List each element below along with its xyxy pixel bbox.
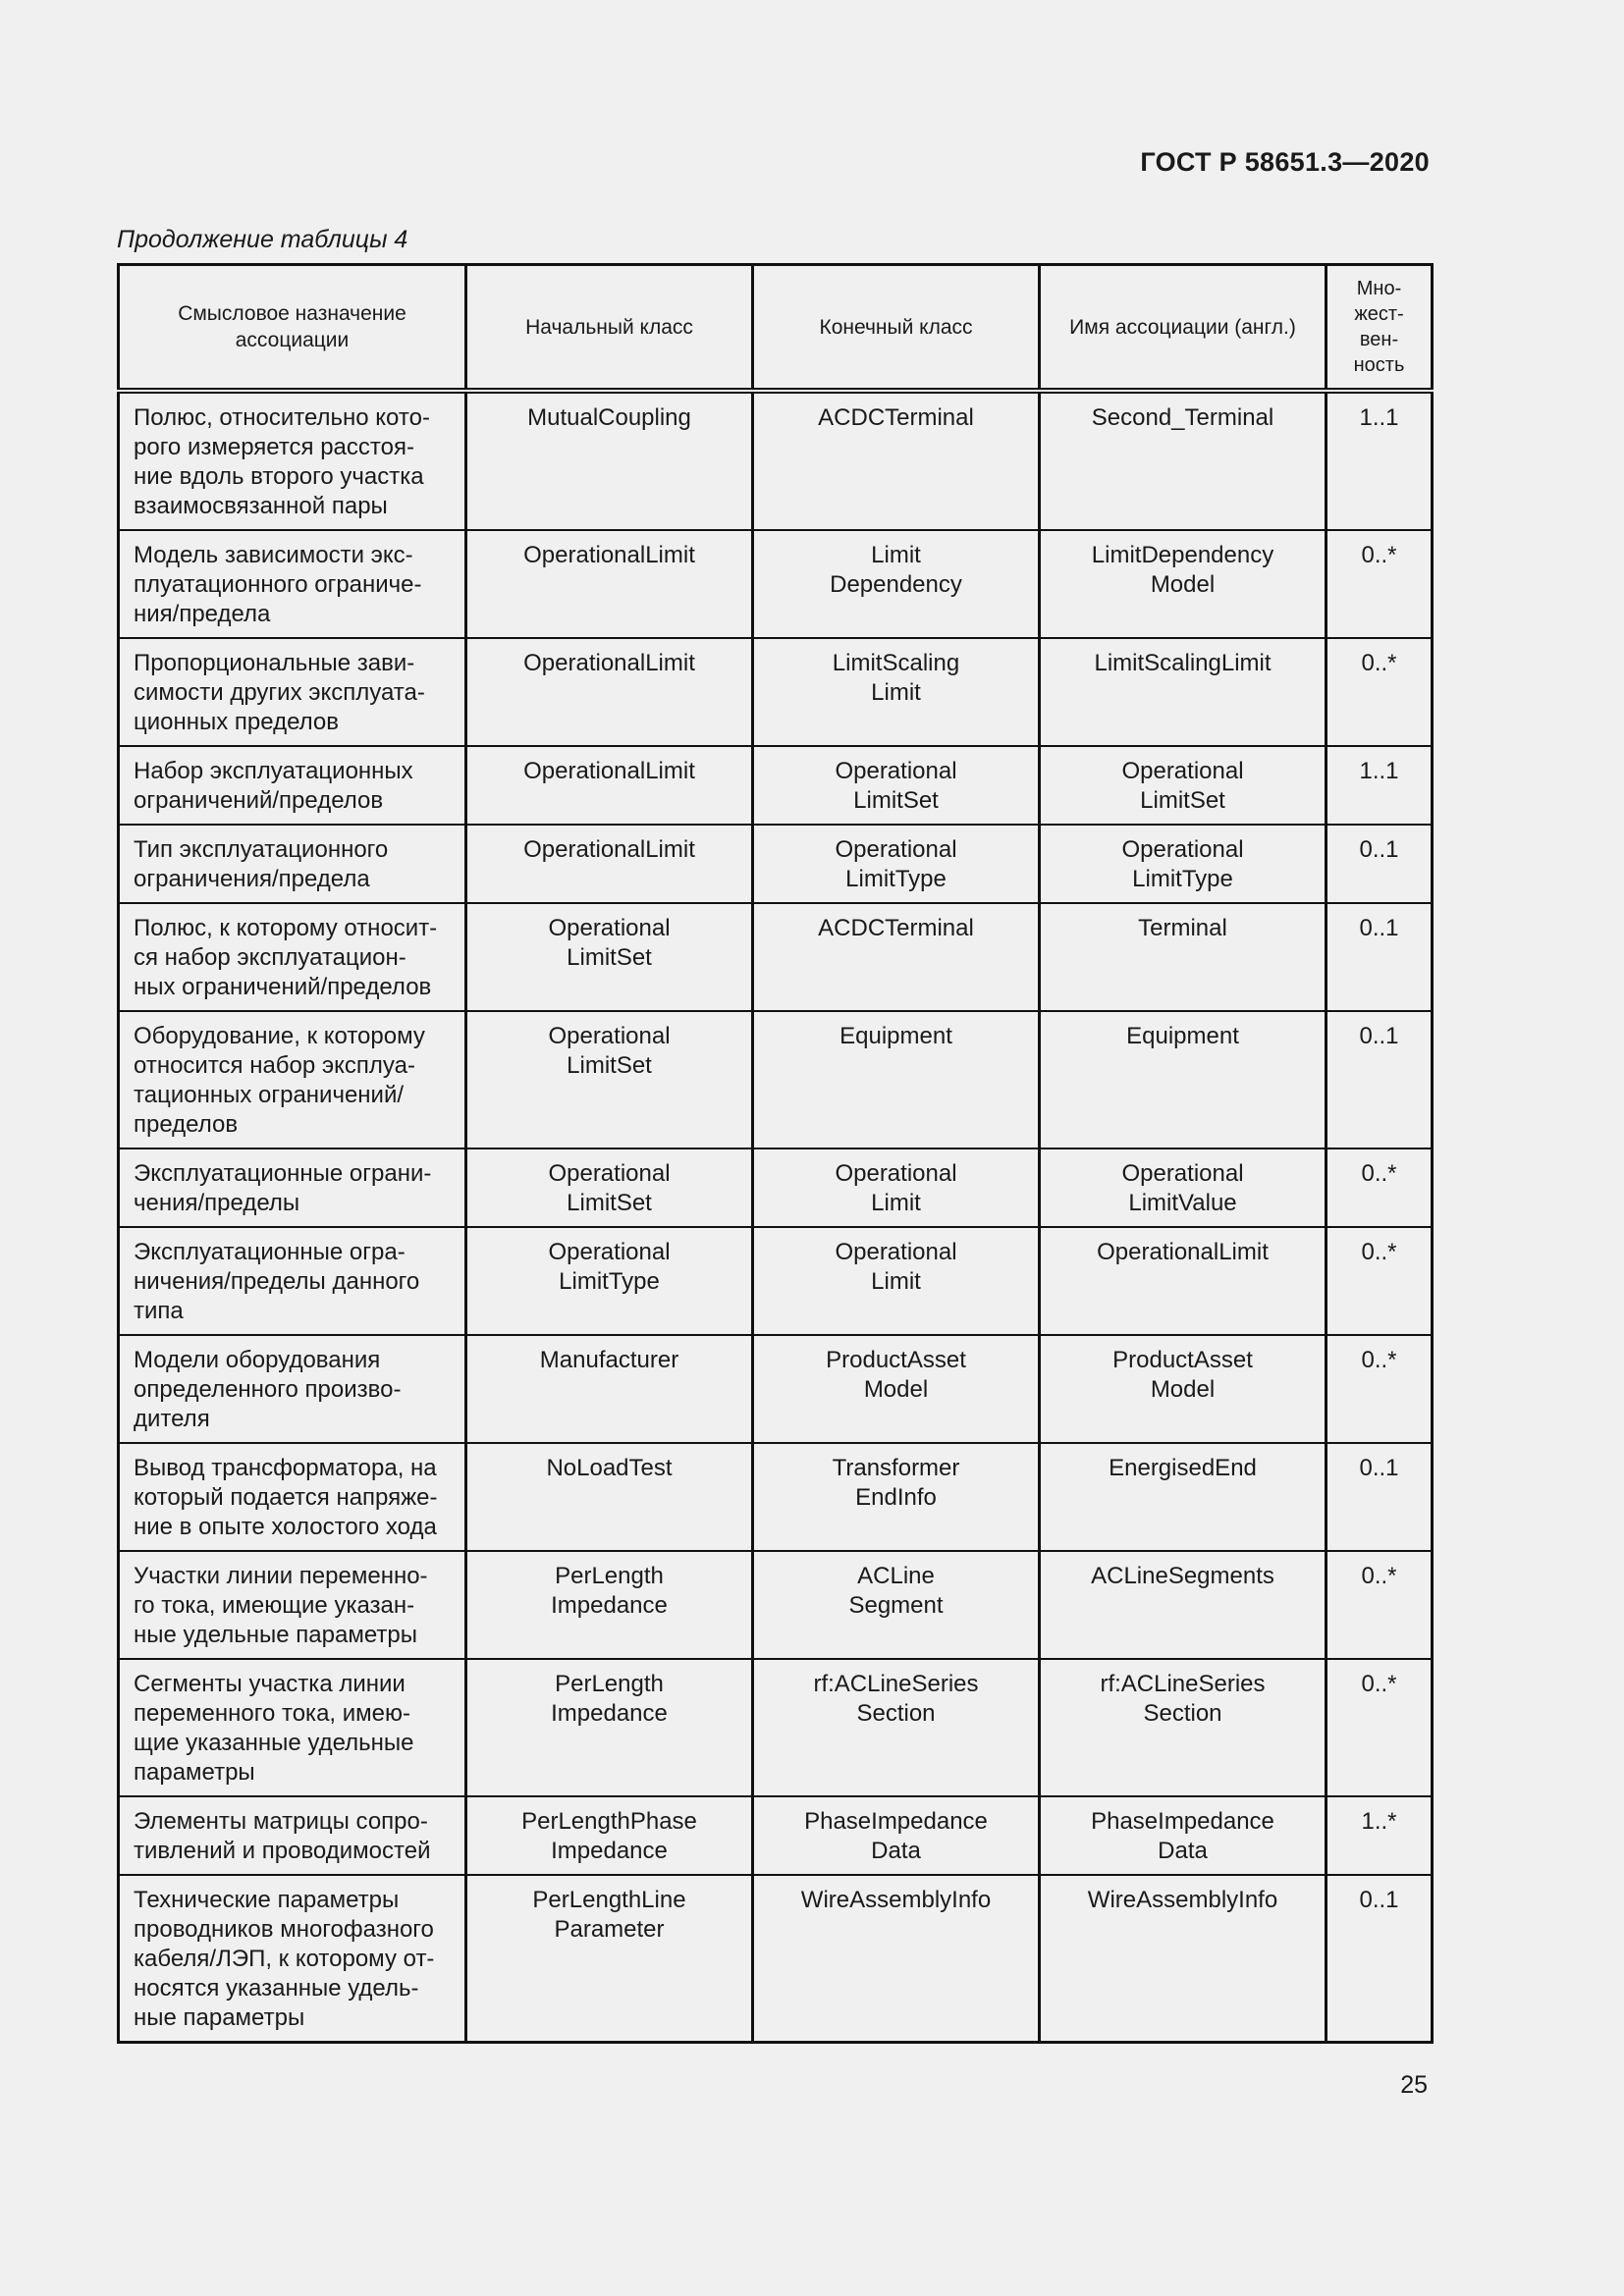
cell-multiplicity: 0..* <box>1326 1659 1433 1796</box>
cell-association-name: ProductAsset Model <box>1040 1335 1326 1443</box>
table-row <box>119 1335 1433 1443</box>
cell-multiplicity: 0..1 <box>1326 903 1433 1011</box>
cell-purpose: Тип эксплуатационного ограничения/предела <box>119 825 466 903</box>
table-row <box>119 1227 1433 1335</box>
cell-multiplicity: 0..1 <box>1326 825 1433 903</box>
cell-purpose: Оборудование, к которому относится набор эксплуа- тационных ограничений/ пределов <box>119 1011 466 1148</box>
cell-purpose: Эксплуатационные огра- ничения/пределы данного типа <box>119 1227 466 1335</box>
cell-purpose: Полюс, к которому относит- ся набор эксплуатацион- ных ограничений/пределов <box>119 903 466 1011</box>
header-association-name: Имя ассоциации (англ.) <box>1040 265 1326 392</box>
cell-association-name: LimitScalingLimit <box>1040 638 1326 746</box>
table-row <box>119 1875 1433 2043</box>
cell-start-class: OperationalLimit <box>466 530 753 638</box>
cell-purpose: Полюс, относительно кото- рого измеряется расстоя- ние вдоль второго участка взаимосвязанной пары <box>119 391 466 530</box>
page-number: 25 <box>1400 2071 1428 2099</box>
cell-start-class: OperationalLimit <box>466 825 753 903</box>
cell-start-class: Operational LimitType <box>466 1227 753 1335</box>
document-standard-header: ГОСТ Р 58651.3—2020 <box>1140 147 1430 177</box>
table-row <box>119 1551 1433 1659</box>
table-row <box>119 391 1433 530</box>
cell-multiplicity: 1..1 <box>1326 391 1433 530</box>
cell-start-class: Manufacturer <box>466 1335 753 1443</box>
cell-end-class: PhaseImpedance Data <box>753 1796 1040 1875</box>
table-row <box>119 1011 1433 1148</box>
cell-multiplicity: 0..1 <box>1326 1011 1433 1148</box>
cell-multiplicity: 1..* <box>1326 1796 1433 1875</box>
cell-start-class: MutualCoupling <box>466 391 753 530</box>
table-row <box>119 1148 1433 1227</box>
table-row <box>119 1796 1433 1875</box>
cell-multiplicity: 0..* <box>1326 1335 1433 1443</box>
cell-start-class: Operational LimitSet <box>466 903 753 1011</box>
header-end-class: Конечный класс <box>753 265 1040 392</box>
cell-multiplicity: 0..1 <box>1326 1443 1433 1551</box>
table-caption: Продолжение таблицы 4 <box>117 226 408 253</box>
cell-association-name: OperationalLimit <box>1040 1227 1326 1335</box>
cell-start-class: PerLength Impedance <box>466 1659 753 1796</box>
cell-association-name: Operational LimitType <box>1040 825 1326 903</box>
cell-association-name: Operational LimitSet <box>1040 746 1326 825</box>
cell-association-name: Second_Terminal <box>1040 391 1326 530</box>
table-body <box>119 391 1433 2043</box>
cell-purpose: Модели оборудования определенного произво- дителя <box>119 1335 466 1443</box>
header-start-class: Начальный класс <box>466 265 753 392</box>
cell-multiplicity: 0..* <box>1326 1551 1433 1659</box>
cell-purpose: Набор эксплуатационных ограничений/пределов <box>119 746 466 825</box>
cell-association-name: ACLineSegments <box>1040 1551 1326 1659</box>
cell-multiplicity: 0..* <box>1326 1148 1433 1227</box>
cell-end-class: ACDCTerminal <box>753 903 1040 1011</box>
cell-end-class: Transformer EndInfo <box>753 1443 1040 1551</box>
cell-end-class: Operational Limit <box>753 1148 1040 1227</box>
cell-end-class: WireAssemblyInfo <box>753 1875 1040 2043</box>
header-purpose: Смысловое назначение ассоциации <box>119 265 466 392</box>
table-row <box>119 530 1433 638</box>
cell-purpose: Участки линии переменно- го тока, имеющие указан- ные удельные параметры <box>119 1551 466 1659</box>
cell-start-class: PerLengthPhase Impedance <box>466 1796 753 1875</box>
cell-purpose: Пропорциональные зави- симости других эксплуата- ционных пределов <box>119 638 466 746</box>
table-row <box>119 746 1433 825</box>
cell-end-class: LimitScaling Limit <box>753 638 1040 746</box>
cell-start-class: OperationalLimit <box>466 746 753 825</box>
cell-association-name: Terminal <box>1040 903 1326 1011</box>
cell-end-class: ProductAsset Model <box>753 1335 1040 1443</box>
cell-start-class: PerLength Impedance <box>466 1551 753 1659</box>
association-table <box>117 263 1434 2044</box>
cell-start-class: PerLengthLine Parameter <box>466 1875 753 2043</box>
cell-end-class: Operational LimitSet <box>753 746 1040 825</box>
table-row <box>119 1443 1433 1551</box>
cell-end-class: Equipment <box>753 1011 1040 1148</box>
cell-association-name: LimitDependency Model <box>1040 530 1326 638</box>
cell-end-class: Operational Limit <box>753 1227 1040 1335</box>
cell-purpose: Элементы матрицы сопро- тивлений и проводимостей <box>119 1796 466 1875</box>
cell-end-class: Limit Dependency <box>753 530 1040 638</box>
cell-purpose: Сегменты участка линии переменного тока, имею- щие указанные удельные параметры <box>119 1659 466 1796</box>
cell-purpose: Эксплуатационные ограни- чения/пределы <box>119 1148 466 1227</box>
cell-association-name: WireAssemblyInfo <box>1040 1875 1326 2043</box>
cell-multiplicity: 0..1 <box>1326 1875 1433 2043</box>
cell-start-class: Operational LimitSet <box>466 1011 753 1148</box>
cell-multiplicity: 0..* <box>1326 638 1433 746</box>
table-row <box>119 638 1433 746</box>
table-row <box>119 903 1433 1011</box>
cell-end-class: ACDCTerminal <box>753 391 1040 530</box>
header-multiplicity: Мно- жест- вен- ность <box>1326 265 1433 392</box>
cell-end-class: rf:ACLineSeries Section <box>753 1659 1040 1796</box>
cell-association-name: Equipment <box>1040 1011 1326 1148</box>
association-table-container <box>117 263 1431 2044</box>
cell-association-name: PhaseImpedance Data <box>1040 1796 1326 1875</box>
cell-purpose: Технические параметры проводников многофазного кабеля/ЛЭП, к которому от- носятся указанные удель- ные параметры <box>119 1875 466 2043</box>
table-header-row <box>119 265 1433 392</box>
cell-purpose: Вывод трансформатора, на который подается напряже- ние в опыте холостого хода <box>119 1443 466 1551</box>
cell-start-class: Operational LimitSet <box>466 1148 753 1227</box>
cell-association-name: rf:ACLineSeries Section <box>1040 1659 1326 1796</box>
cell-start-class: NoLoadTest <box>466 1443 753 1551</box>
table-row <box>119 825 1433 903</box>
cell-multiplicity: 1..1 <box>1326 746 1433 825</box>
cell-association-name: Operational LimitValue <box>1040 1148 1326 1227</box>
cell-start-class: OperationalLimit <box>466 638 753 746</box>
cell-end-class: Operational LimitType <box>753 825 1040 903</box>
cell-multiplicity: 0..* <box>1326 1227 1433 1335</box>
cell-end-class: ACLine Segment <box>753 1551 1040 1659</box>
cell-association-name: EnergisedEnd <box>1040 1443 1326 1551</box>
table-row <box>119 1659 1433 1796</box>
cell-purpose: Модель зависимости экс- плуатационного ограниче- ния/предела <box>119 530 466 638</box>
cell-multiplicity: 0..* <box>1326 530 1433 638</box>
